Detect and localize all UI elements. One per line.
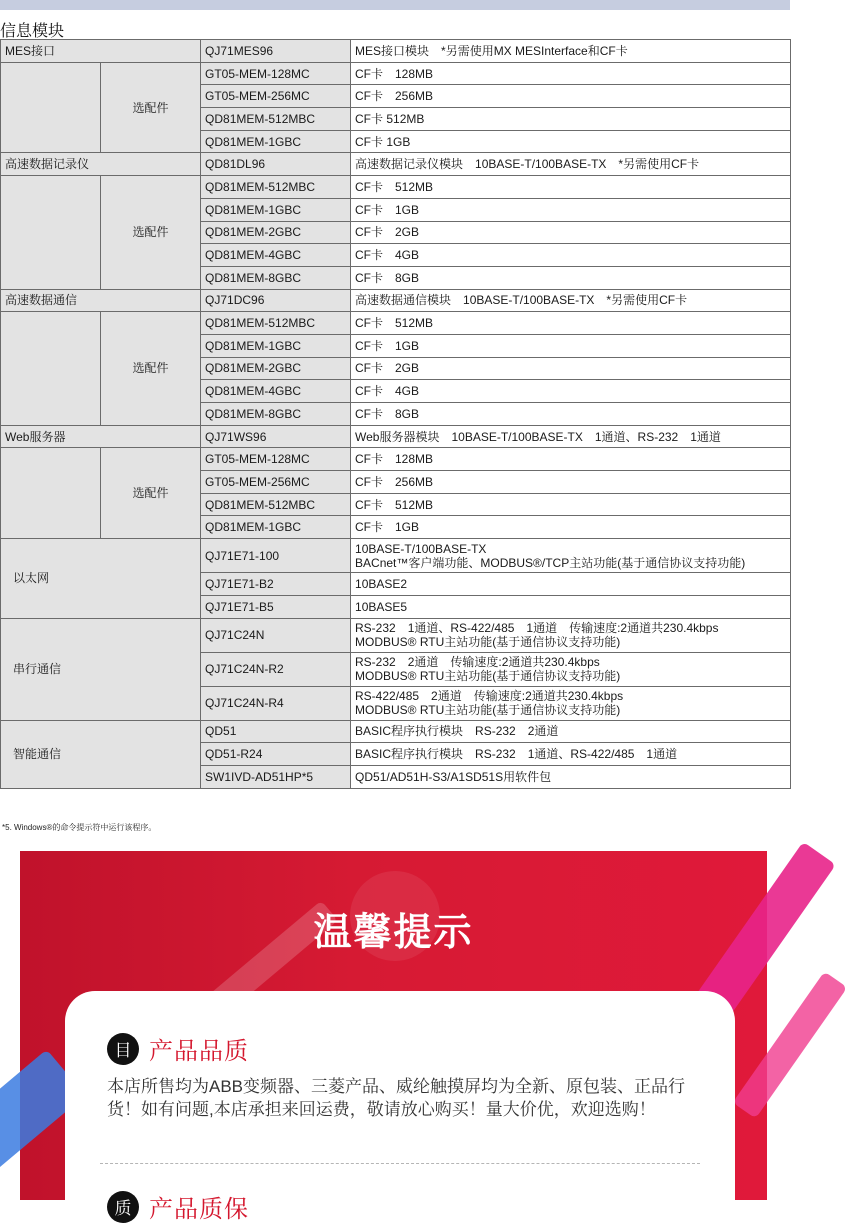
description-cell: CF卡 2GB [351, 357, 791, 380]
description-cell [351, 686, 791, 720]
model-cell: QJ71E71-100 [201, 539, 351, 573]
model-cell: QD81MEM-512MBC [201, 176, 351, 199]
model-cell: SW1IVD-AD51HP*5 [201, 765, 351, 788]
description-line: BASIC程序执行模块 RS-232 2通道 [355, 724, 559, 739]
description-cell: CF卡 512MB [351, 312, 791, 335]
indent-cell [1, 176, 101, 289]
model-cell: QD81MEM-1GBC [201, 516, 351, 539]
model-cell: QD81MEM-512MBC [201, 108, 351, 131]
model-cell: QJ71DC96 [201, 289, 351, 312]
footnote: *5. Windows®的命令提示符中运行该程序。 [2, 823, 157, 832]
model-cell: QD51-R24 [201, 743, 351, 766]
description-cell: CF卡 512MB [351, 176, 791, 199]
promo-title: 温馨提示 [313, 912, 474, 954]
model-cell: QJ71MES96 [201, 40, 351, 63]
table-row [1, 720, 791, 743]
model-cell: QD81MEM-512MBC [201, 493, 351, 516]
description-line: BACnet™客户端功能、MODBUS®/TCP主站功能(基于通信协议支持功能) [355, 555, 746, 570]
description-cell [351, 595, 791, 618]
description-cell [351, 573, 791, 596]
model-cell: QJ71E71-B5 [201, 595, 351, 618]
description-cell: MES接口模块 *另需使用MX MESInterface和CF卡 [351, 40, 791, 63]
description-cell [351, 618, 791, 652]
model-cell: GT05-MEM-256MC [201, 85, 351, 108]
table-row [1, 448, 791, 471]
description-cell [351, 743, 791, 766]
warranty-heading-text: 产品质保 [149, 1196, 249, 1223]
promo-banner [20, 851, 767, 1223]
model-cell: QD81DL96 [201, 153, 351, 176]
table-row [1, 176, 791, 199]
description-line: RS-422/485 2通道 传输速度:2通道共230.4kbps [355, 689, 624, 703]
description-cell: CF卡 256MB [351, 471, 791, 494]
description-cell: CF卡 1GB [351, 334, 791, 357]
description-cell: 高速数据通信模块 10BASE-T/100BASE-TX *另需使用CF卡 [351, 289, 791, 312]
indent-cell [1, 448, 101, 539]
model-cell: QD51 [201, 720, 351, 743]
category-cell: 高速数据通信 [1, 289, 201, 312]
description-line: 10BASE2 [355, 576, 408, 591]
model-cell: QJ71C24N-R4 [201, 686, 351, 720]
description-cell [351, 539, 791, 573]
description-cell: CF卡 256MB [351, 85, 791, 108]
description-cell: CF卡 128MB [351, 62, 791, 85]
description-line: QD51/AD51H-S3/A1SD51S用软件包 [355, 769, 552, 784]
description-cell: CF卡 8GB [351, 403, 791, 426]
table-row [1, 312, 791, 335]
description-cell: CF卡 512MB [351, 108, 791, 131]
table-row [1, 62, 791, 85]
model-cell: QD81MEM-4GBC [201, 244, 351, 267]
category-cell: 串行通信 [1, 618, 201, 720]
top-band [0, 0, 790, 10]
indent-cell [1, 312, 101, 425]
model-cell: QD81MEM-512MBC [201, 312, 351, 335]
model-cell: QD81MEM-8GBC [201, 403, 351, 426]
model-cell: QD81MEM-1GBC [201, 130, 351, 153]
model-cell: QD81MEM-1GBC [201, 198, 351, 221]
description-line: MODBUS® RTU主站功能(基于通信协议支持功能) [355, 669, 621, 683]
model-cell: GT05-MEM-256MC [201, 471, 351, 494]
table-row [1, 40, 791, 63]
indent-cell [1, 62, 101, 153]
model-cell: GT05-MEM-128MC [201, 448, 351, 471]
model-cell: QD81MEM-2GBC [201, 221, 351, 244]
quality-heading [107, 1031, 249, 1066]
table-row [1, 425, 791, 448]
category-cell: Web服务器 [1, 425, 201, 448]
category-cell: 智能通信 [1, 720, 201, 788]
model-cell: QJ71C24N-R2 [201, 652, 351, 686]
description-cell: CF卡 1GB [351, 516, 791, 539]
description-cell: CF卡 8GB [351, 266, 791, 289]
category-cell: 以太网 [1, 539, 201, 618]
description-cell: CF卡 1GB [351, 130, 791, 153]
model-cell: QJ71E71-B2 [201, 573, 351, 596]
description-cell: CF卡 128MB [351, 448, 791, 471]
quality-heading-text: 产品品质 [149, 1038, 249, 1065]
description-cell: CF卡 4GB [351, 380, 791, 403]
table-row [1, 618, 791, 652]
description-cell [351, 652, 791, 686]
table-row [1, 289, 791, 312]
description-line: MODBUS® RTU主站功能(基于通信协议支持功能) [355, 635, 621, 649]
description-cell: CF卡 2GB [351, 221, 791, 244]
model-cell: GT05-MEM-128MC [201, 62, 351, 85]
description-cell: CF卡 4GB [351, 244, 791, 267]
description-line: BASIC程序执行模块 RS-232 1通道、RS-422/485 1通道 [355, 747, 678, 762]
model-cell: QD81MEM-8GBC [201, 266, 351, 289]
document-icon: 目 [107, 1033, 139, 1065]
description-cell [351, 765, 791, 788]
description-cell: 高速数据记录仪模块 10BASE-T/100BASE-TX *另需使用CF卡 [351, 153, 791, 176]
notice-card [65, 991, 735, 1231]
description-cell: Web服务器模块 10BASE-T/100BASE-TX 1通道、RS-232 1通道 [351, 425, 791, 448]
option-label-cell: 选配件 [101, 62, 201, 153]
divider [100, 1163, 700, 1164]
decor-stripe-pink-2 [733, 971, 847, 1118]
model-cell: QJ71WS96 [201, 425, 351, 448]
description-line: RS-232 1通道、RS-422/485 1通道 传输速度:2通道共230.4kbps [355, 621, 719, 635]
option-label-cell: 选配件 [101, 312, 201, 425]
description-line: 10BASE-T/100BASE-TX [355, 541, 487, 556]
description-cell: CF卡 512MB [351, 493, 791, 516]
description-line: 10BASE5 [355, 599, 408, 614]
model-cell: QD81MEM-1GBC [201, 334, 351, 357]
description-line: MODBUS® RTU主站功能(基于通信协议支持功能) [355, 703, 621, 717]
warranty-heading [107, 1189, 249, 1224]
model-cell: QJ71C24N [201, 618, 351, 652]
quality-body: 本店所售均为ABB变频器、三菱产品、威纶触摸屏均为全新、原包装、正品行货！如有问题,本店承担来回运费，敬请放心购买！量大价优，欢迎选购！ [107, 1077, 686, 1119]
description-cell [351, 720, 791, 743]
spec-table [0, 39, 791, 789]
option-label-cell: 选配件 [101, 176, 201, 289]
category-cell: 高速数据记录仪 [1, 153, 201, 176]
description-cell: CF卡 1GB [351, 198, 791, 221]
model-cell: QD81MEM-4GBC [201, 380, 351, 403]
table-row [1, 539, 791, 573]
warranty-icon: 质 [107, 1191, 139, 1223]
section-title: 信息模块 [0, 23, 65, 40]
option-label-cell: 选配件 [101, 448, 201, 539]
category-cell: MES接口 [1, 40, 201, 63]
description-line: RS-232 2通道 传输速度:2通道共230.4kbps [355, 655, 600, 669]
table-row [1, 153, 791, 176]
model-cell: QD81MEM-2GBC [201, 357, 351, 380]
